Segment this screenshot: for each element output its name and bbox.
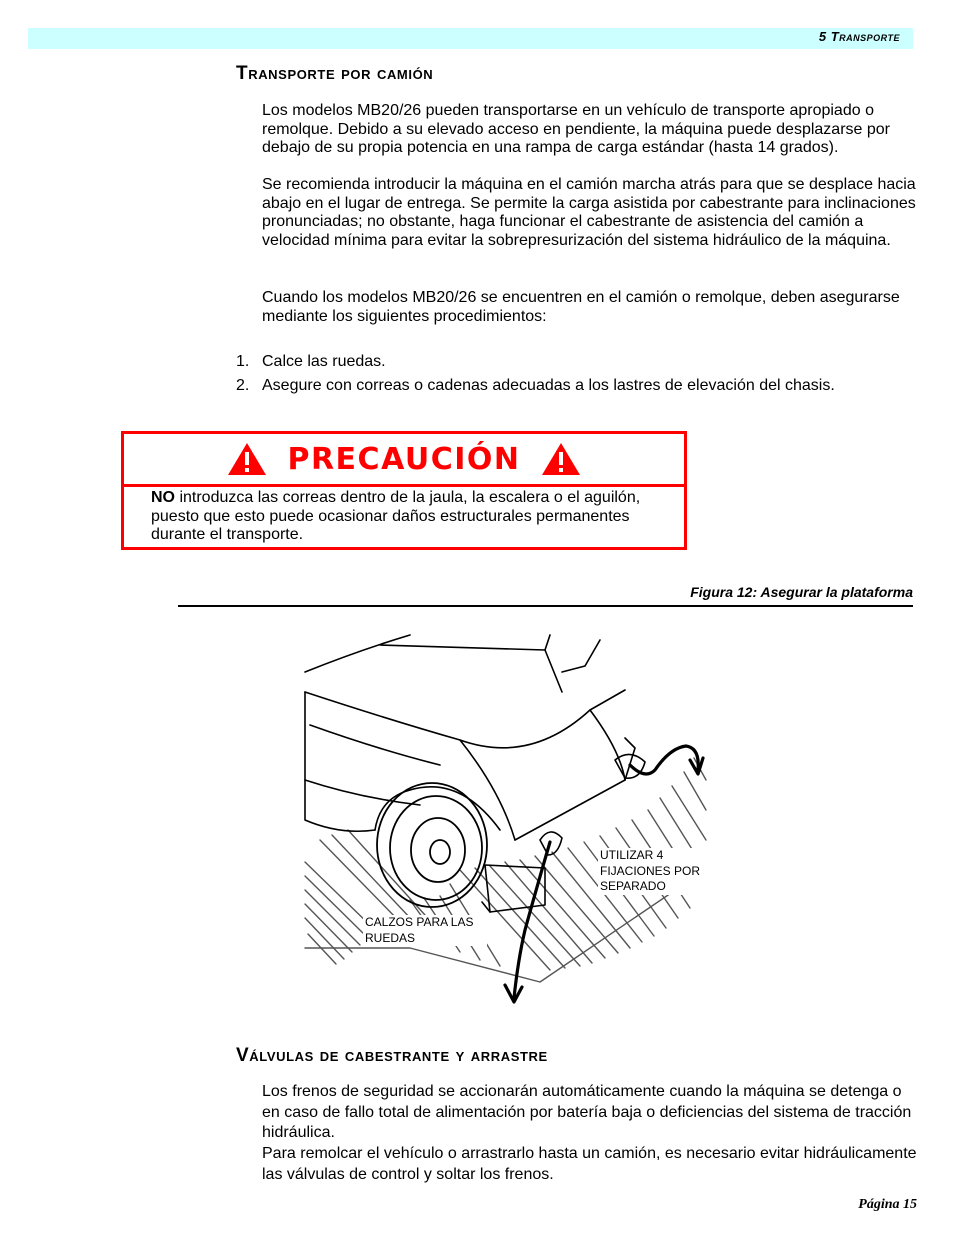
caution-header — [124, 434, 684, 487]
paragraph: Los modelos MB20/26 pueden transportarse en un vehículo de transporte apropiado o remolque. Debido a su elevado acceso en pendiente, la máquina puede desplazarse por debajo de su propia potencia en una rampa de carga estándar (hasta 14 grados). — [262, 102, 890, 157]
caution-emphasis: NO — [151, 489, 175, 506]
paragraph: Se recomienda introducir la máquina en el camión marcha atrás para que se desplace hacia abajo en el lugar de entrega. Se permite la carga asistida por cabestrante para inclinaciones pronunciadas; no obstante, haga funcionar el cabestrante de asistencia del camión a velocidad mínima para evitar la sobrepresurización del sistema hidráulico de la máquina. — [262, 176, 916, 250]
callout-tiedowns: UTILIZAR 4 FIJACIONES POR SEPARADO — [598, 848, 717, 895]
list-number: 1. — [236, 353, 250, 370]
caution-title: PRECAUCIÓN — [287, 441, 521, 477]
warning-icon — [227, 442, 267, 476]
paragraph: Los frenos de seguridad se accionarán automáticamente cuando la máquina se detenga o en caso de fallo total de alimentación por batería baja o deficiencias del sistema de tracción hidráulica. — [262, 1083, 912, 1141]
tiedown-lugs — [540, 754, 645, 855]
section-title-transporte: Transporte por camión — [236, 63, 434, 84]
paragraph: Cuando los modelos MB20/26 se encuentren en el camión o remolque, deben asegurarse mediante los siguientes procedimientos: — [262, 289, 900, 325]
warning-icon — [541, 442, 581, 476]
list-item — [236, 352, 835, 376]
wheel — [377, 783, 487, 907]
header-bar — [28, 28, 913, 49]
procedure-list — [236, 352, 835, 400]
list-text: Calce las ruedas. — [262, 353, 386, 370]
figure-caption: Figura 12: Asegurar la plataforma — [690, 584, 913, 600]
caution-text — [124, 487, 684, 545]
platform-tiedown-illustration — [300, 630, 710, 1015]
caution-body-text: introduzca las correas dentro de la jaula, la escalera o el aguilón, puesto que esto puede ocasionar daños estructurales permanentes durante el transporte. — [151, 489, 641, 544]
list-item — [236, 376, 835, 400]
caption-rule — [178, 605, 913, 607]
list-text: Asegure con correas o cadenas adecuadas a los lastres de elevación del chasis. — [262, 377, 835, 394]
section-title-valvulas: Válvulas de cabestrante y arrastre — [236, 1045, 548, 1066]
paragraph: Para remolcar el vehículo o arrastrarlo hasta un camión, es necesario evitar hidráulicamente las válvulas de control y soltar los frenos. — [262, 1145, 917, 1183]
caution-box — [121, 431, 687, 550]
page-number: Página 15 — [858, 1197, 917, 1212]
running-header: 5 Transporte — [818, 29, 900, 44]
machine-body — [305, 635, 635, 840]
list-number: 2. — [236, 377, 250, 394]
callout-wheel-chocks: CALZOS PARA LAS RUEDAS — [363, 915, 487, 946]
